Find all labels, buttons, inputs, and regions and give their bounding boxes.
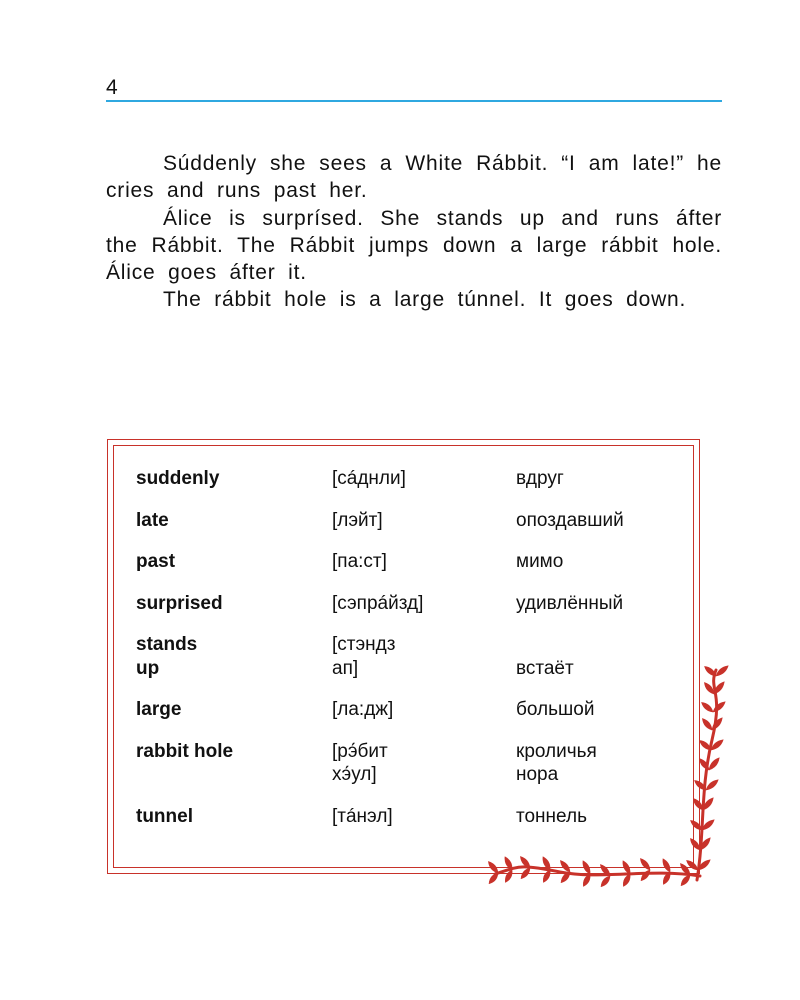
vocabulary-transcription-line: [рэ́бит: [332, 740, 388, 762]
story-paragraph: Álice is surprísed. She stands up and runs áfter the Rábbit. The Rábbit jumps down a large rábbit hole. Álice goes áfter it.: [106, 206, 722, 285]
vocabulary-transcription-line: [сэпрáйзд]: [332, 592, 424, 614]
leaf-icon: [702, 681, 715, 696]
vocabulary-word: [136, 805, 332, 829]
vocabulary-row: [136, 805, 676, 829]
vocabulary-transcription: [332, 509, 516, 533]
vocabulary-translation-line: [516, 633, 676, 657]
vocabulary-row: [136, 592, 676, 616]
leaf-icon: [698, 836, 712, 851]
vocabulary-transcription: [332, 805, 516, 829]
vocabulary-translation: [516, 467, 676, 491]
vocabulary-translation-line: удивлённый: [516, 592, 624, 614]
page-number: 4: [106, 76, 118, 99]
leaf-icon: [709, 738, 724, 752]
vocabulary-row: [136, 509, 676, 533]
leaf-icon: [703, 664, 718, 677]
vocabulary-transcription: [332, 467, 516, 491]
vocabulary-word-line: large: [136, 699, 182, 720]
vocabulary-word: [136, 592, 332, 616]
vocabulary-row: [136, 698, 676, 722]
vocabulary-word: [136, 550, 332, 574]
leaf-icon: [698, 738, 713, 751]
vocabulary-translation-line: вдруг: [516, 468, 564, 489]
vocabulary-word-line: rabbit hole: [136, 740, 234, 762]
vocabulary-word-line: surprised: [136, 592, 223, 614]
vocabulary-row: [136, 467, 676, 491]
vocabulary-translation: [516, 633, 676, 680]
vocabulary-transcription-line: [па:ст]: [332, 551, 387, 572]
story-paragraph: The rábbit hole is a large túnnel. It goes down.: [163, 288, 687, 312]
vocabulary-word-line: up: [136, 657, 160, 679]
leaf-icon: [700, 700, 715, 713]
vocabulary-transcription: [332, 592, 516, 616]
vocabulary-word: [136, 698, 332, 722]
vocabulary-translation-line: кроличья: [516, 740, 597, 762]
story-paragraph: Súddenly she sees a White Rábbit. “I am late!” he cries and runs past her.: [106, 152, 722, 203]
vocabulary-translation: [516, 698, 676, 722]
leaf-icon: [700, 818, 715, 832]
vocabulary-word-line: past: [136, 551, 176, 572]
vocabulary-translation-line: нора: [516, 764, 559, 785]
vocabulary-word-line: stands: [136, 634, 198, 655]
vocabulary-row: [136, 633, 676, 680]
vocabulary-transcription: [332, 550, 516, 574]
vocabulary-translation: [516, 740, 676, 787]
vocabulary-word: [136, 633, 332, 680]
vocabulary-translation: [516, 509, 676, 533]
vocabulary-row: [136, 550, 676, 574]
vocabulary-word: [136, 467, 332, 491]
leaf-icon: [621, 873, 632, 888]
vocabulary-word-line: late: [136, 509, 169, 531]
vocabulary-transcription-line: ап]: [332, 657, 359, 679]
leaf-icon: [712, 680, 726, 695]
vocabulary-transcription: [332, 698, 516, 722]
leaf-icon: [707, 756, 721, 771]
leaf-icon: [714, 664, 729, 678]
vocabulary-transcription-line: [ла:дж]: [332, 699, 394, 720]
vocabulary-transcription-line: хэ́ул]: [332, 764, 377, 785]
vocabulary-word: [136, 509, 332, 533]
header-rule: [106, 100, 722, 102]
vocabulary-word-line: suddenly: [136, 468, 220, 489]
vocabulary-transcription: [332, 740, 516, 787]
vocabulary-translation-line: мимо: [516, 551, 564, 572]
vocabulary-row: [136, 740, 676, 787]
leaf-icon: [599, 874, 612, 888]
vocabulary-transcription-line: [тáнэл]: [332, 805, 393, 827]
vocabulary-table: [136, 467, 676, 846]
leaf-icon: [711, 700, 726, 714]
leaf-icon: [700, 717, 713, 732]
vocabulary-transcription: [332, 633, 516, 680]
vocabulary-transcription-line: [cáднли]: [332, 468, 406, 489]
vocabulary-translation: [516, 805, 676, 829]
vocabulary-transcription-line: [лэйт]: [332, 509, 383, 531]
vocabulary-translation-line: опоздавший: [516, 509, 624, 531]
vocabulary-transcription-line: [стэндз: [332, 634, 396, 655]
leaf-icon: [581, 873, 592, 888]
vocabulary-word: [136, 740, 332, 787]
leaf-icon: [704, 778, 719, 792]
vocabulary-translation: [516, 550, 676, 574]
leaf-icon: [710, 716, 724, 731]
vocabulary-translation-line: тоннель: [516, 805, 587, 827]
vocabulary-translation-line: большой: [516, 699, 595, 720]
leaf-icon: [701, 796, 715, 811]
vocabulary-word-line: tunnel: [136, 805, 193, 827]
vocabulary-translation: [516, 592, 676, 616]
vocabulary-translation-line: встаёт: [516, 657, 574, 679]
story-text: [106, 150, 722, 314]
leaf-icon: [679, 873, 692, 887]
